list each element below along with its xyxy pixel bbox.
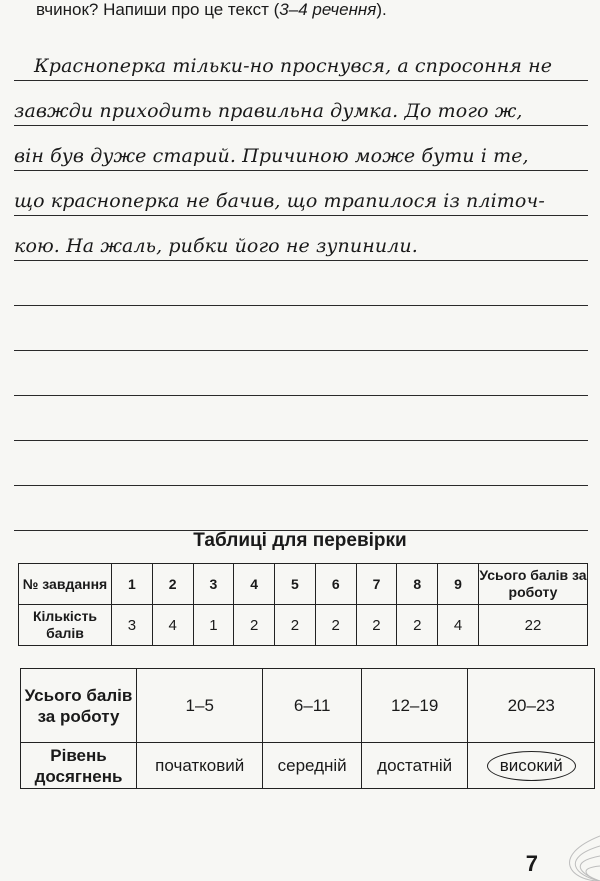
level-table (20, 668, 595, 789)
points-cell: 2 (356, 605, 397, 646)
answer-line: завжди приходить правильна думка. До того ж, (14, 81, 588, 126)
total-header: Усього балів за роботу (479, 564, 588, 605)
swirl-decoration-icon (540, 826, 600, 881)
points-cell: 1 (193, 605, 234, 646)
points-cell: 4 (152, 605, 193, 646)
blank-line (14, 441, 588, 486)
range-cell: 12–19 (361, 669, 468, 743)
answer-line: що красноперка не бачив, що трапилося із пліточ- (14, 171, 588, 216)
range-cell: 20–23 (468, 669, 595, 743)
answer-area (14, 36, 588, 531)
points-cell: 2 (234, 605, 275, 646)
task-number: 4 (234, 564, 275, 605)
level-cell-selected (468, 743, 595, 789)
blank-line (14, 351, 588, 396)
points-cell: 3 (112, 605, 153, 646)
points-cell: 2 (275, 605, 316, 646)
task-number: 9 (438, 564, 479, 605)
selected-level-circle: високий (487, 751, 576, 781)
page-number: 7 (525, 851, 538, 876)
points-header: Кількість балів (19, 605, 112, 646)
task-number: 7 (356, 564, 397, 605)
sentence-count: 3–4 речення (279, 0, 377, 19)
tables-title: Таблиці для перевірки (193, 530, 407, 551)
blank-line (14, 306, 588, 351)
points-cell: 4 (438, 605, 479, 646)
answer-line: Красноперка тільки-но проснувся, а спросоння не (14, 36, 588, 81)
task-number: 1 (112, 564, 153, 605)
level-label: Рівень досягнень (21, 743, 137, 789)
score-table (18, 563, 588, 646)
task-number-header: № завдання (19, 564, 112, 605)
task-number: 5 (275, 564, 316, 605)
points-cell: 2 (397, 605, 438, 646)
total-label: Усього балів за роботу (21, 669, 137, 743)
total-points: 22 (479, 605, 588, 646)
task-number: 2 (152, 564, 193, 605)
range-cell: 1–5 (137, 669, 263, 743)
task-number: 8 (397, 564, 438, 605)
answer-line: він був дуже старий. Причиною може бути і те, (14, 126, 588, 171)
task-number: 6 (315, 564, 356, 605)
level-cell: достатній (361, 743, 468, 789)
level-cell: середній (263, 743, 361, 789)
blank-line (14, 261, 588, 306)
level-cell: початковий (137, 743, 263, 789)
task-prompt: вчинок? Напиши про це текст (3–4 речення). (36, 0, 387, 19)
blank-line (14, 396, 588, 441)
answer-line: кою. На жаль, рибки його не зупинили. (14, 216, 588, 261)
points-cell: 2 (315, 605, 356, 646)
task-number: 3 (193, 564, 234, 605)
range-cell: 6–11 (263, 669, 361, 743)
blank-line (14, 486, 588, 531)
